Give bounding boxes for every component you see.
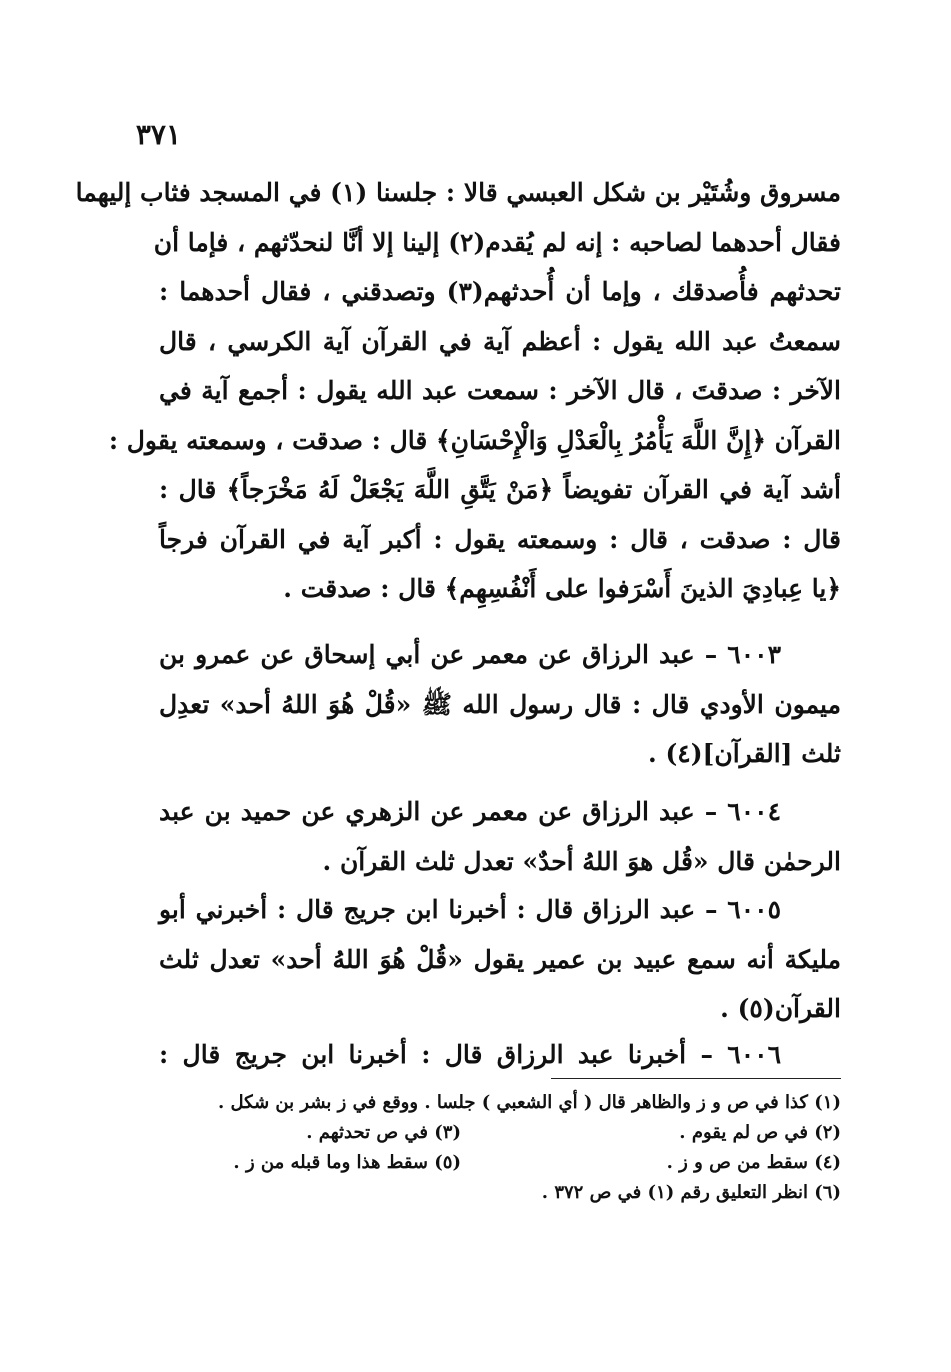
hadith-first-line: ٦٠٠٦ – أخبرنا عبد الرزاق قال : أخبرنا ابن جريج قال :	[159, 1040, 781, 1069]
text-line: قال : صدقت ، قال : وسمعته يقول : أكبر آية في القرآن فرجاً	[159, 524, 841, 554]
text-line: مليكة أنه سمع عبيد بن عمير يقول «قُلْ هُوَ اللهُ أحد» تعدل ثلث	[159, 944, 841, 974]
text-line: ثلث [القرآن](٤) .	[648, 739, 841, 768]
footnote-separator	[551, 1078, 841, 1079]
footnote-4: (٤) سقط من ص و ز .	[666, 1152, 841, 1173]
text-line: تحدثهم فأُصدقك ، وإما أن أُحدثهم(٣) وتصدقني ، فقال أحدهما :	[159, 277, 842, 306]
text-line: ميمون الأودي قال : قال رسول الله ﷺ «قُلْ هُوَ اللهُ أحد» تعدِل	[159, 689, 841, 719]
passage-continuation	[75, 168, 842, 614]
text-line: فقال أحدهما لصاحبه : إنه لم يُقدم(٢) إلينا إلا أنَّا لنحدّثهم ، فإما أن	[153, 227, 841, 257]
hadith-6005	[159, 885, 841, 1034]
text-line: ﴿يا عِبادِيَ الذينَ أَسْرَفوا على أَنْفُسِهِم﴾ قال : صدقت .	[283, 574, 841, 603]
hadith-6004	[159, 787, 841, 886]
footnotes	[141, 1088, 841, 1208]
footnote-2: (٢) في ص لم يقوم .	[679, 1122, 841, 1143]
hadith-first-line: ٦٠٠٤ – عبد الرزاق عن معمر عن الزهري عن حميد بن عبد	[159, 797, 781, 826]
footnote-5: (٥) سقط هذا وما قبله من ز .	[233, 1152, 461, 1173]
page-number: ٣٧١	[135, 118, 181, 151]
text-line: القرآن(٥) .	[720, 994, 841, 1023]
footnote-6: (٦) انظر التعليق رقم (١) في ص ٣٧٢ .	[541, 1182, 841, 1203]
hadith-6003	[159, 630, 841, 779]
hadith-6006	[159, 1030, 841, 1080]
text-line: مسروق وشُتَيْر بن شكل العبسي قالا : جلسنا (١) في المسجد فثاب إليهما	[75, 178, 841, 207]
text-line: سمعتُ عبد الله يقول : أعظم آية في القرآن آية الكرسي ، قال	[159, 326, 841, 356]
text-line: القرآن ﴿إِنَّ اللَّهَ يَأْمُرُ بِالْعَدْلِ وَالْإِحْسَانِ﴾ قال : صدقت ، وسمعته يقول :	[108, 425, 841, 455]
text-line: أشد آية في القرآن تفويضاً ﴿مَنْ يَتَّقِ اللَّهَ يَجْعَلْ لَهُ مَخْرَجاً﴾ قال :	[159, 475, 841, 504]
footnote-1: (١) كذا في ص و ز والظاهر قال ( أي الشعبي ) جلسا . ووقع في ز بشر بن شكل .	[217, 1092, 841, 1113]
text-line: الآخر : صدقتَ ، قال الآخر : سمعت عبد الله يقول : أجمع آية في	[159, 376, 841, 405]
footnote-3: (٣) في ص تحدثهم .	[306, 1122, 461, 1143]
hadith-first-line: ٦٠٠٥ – عبد الرزاق قال : أخبرنا ابن جريج قال : أخبرني أبو	[159, 895, 781, 924]
hadith-first-line: ٦٠٠٣ – عبد الرزاق عن معمر عن أبي إسحاق عن عمرو بن	[159, 640, 781, 669]
text-line: الرحمٰن قال «قُل هوَ اللهُ أحدٌ» تعدل ثلث القرآن .	[322, 846, 841, 876]
